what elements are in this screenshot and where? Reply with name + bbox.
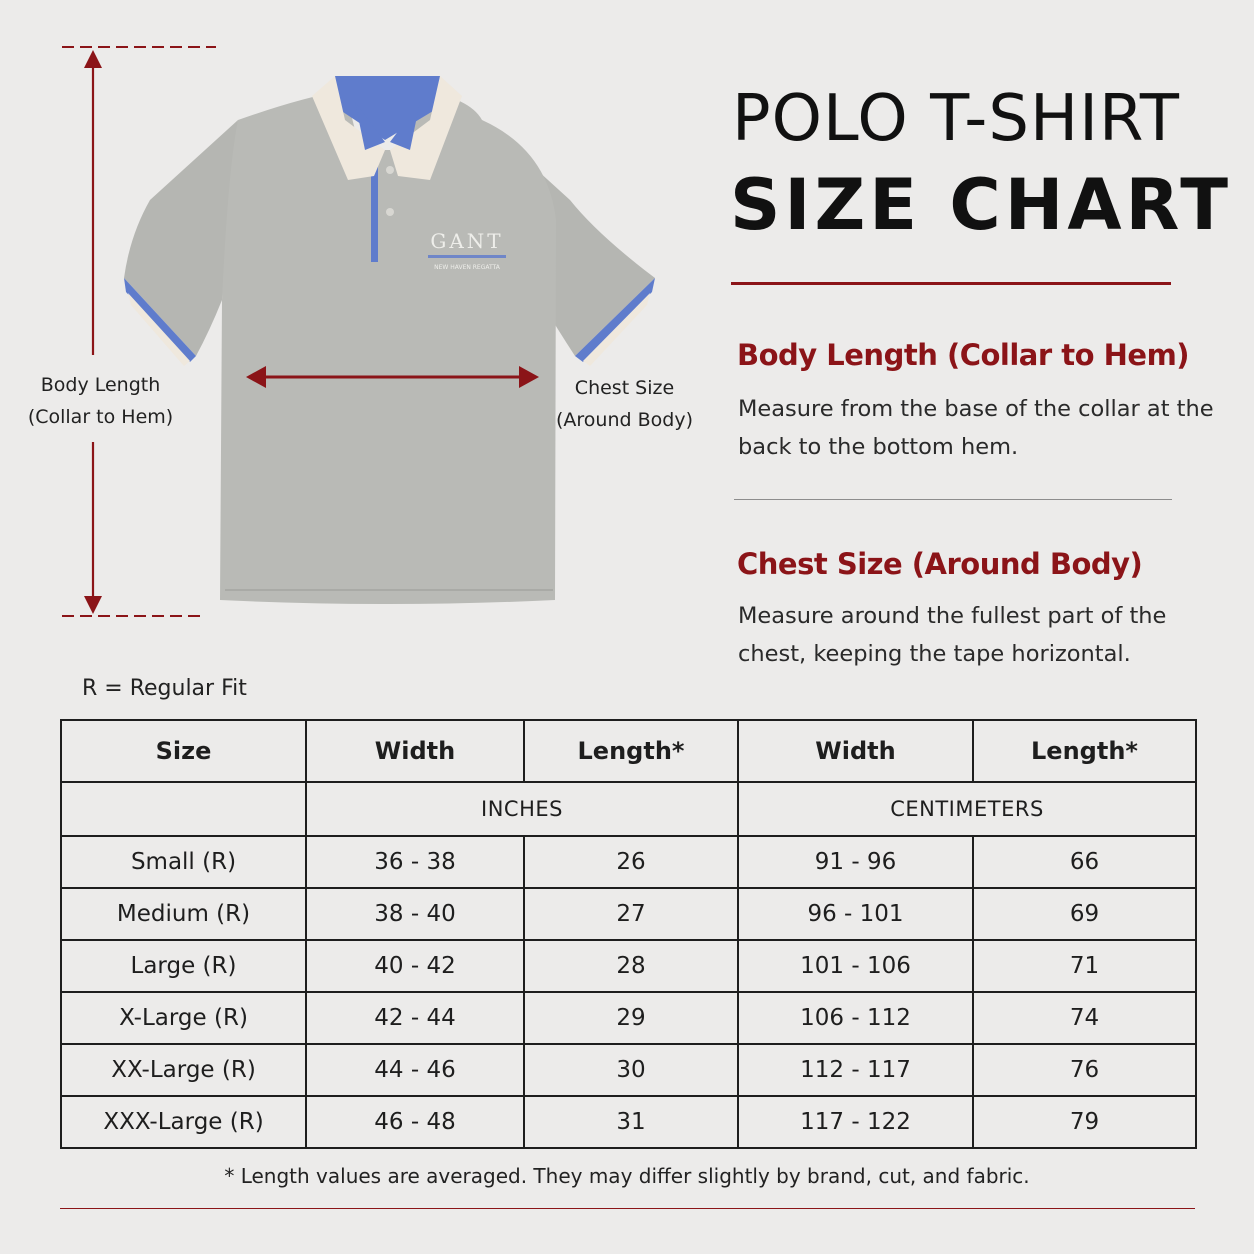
size-table bbox=[60, 719, 1197, 1149]
brand-logo: GANT bbox=[430, 229, 504, 253]
body-length-label: Body Length (Collar to Hem) bbox=[27, 374, 174, 428]
shirt-graphic bbox=[124, 76, 655, 604]
length-cm-cell: 69 bbox=[973, 888, 1196, 940]
table-row bbox=[61, 1096, 1196, 1148]
width-in-cell: 36 - 38 bbox=[306, 836, 524, 888]
width-in-cell: 40 - 42 bbox=[306, 940, 524, 992]
length-in-cell: 31 bbox=[524, 1096, 738, 1148]
width-in-cell: 42 - 44 bbox=[306, 992, 524, 1044]
length-cm-cell: 76 bbox=[973, 1044, 1196, 1096]
size-cell: XXX-Large (R) bbox=[61, 1096, 306, 1148]
width-cm-cell: 106 - 112 bbox=[738, 992, 973, 1044]
chest-size-label: Chest Size (Around Body) bbox=[556, 377, 693, 431]
section-heading-chest-size: Chest Size (Around Body) bbox=[737, 547, 1143, 581]
width-in-cell: 44 - 46 bbox=[306, 1044, 524, 1096]
brand-subline: NEW HAVEN REGATTA bbox=[434, 264, 500, 271]
section-heading-body-length: Body Length (Collar to Hem) bbox=[737, 338, 1190, 372]
length-cm-cell: 79 bbox=[973, 1096, 1196, 1148]
size-cell: Large (R) bbox=[61, 940, 306, 992]
arrow-down-icon bbox=[84, 596, 102, 614]
size-cell: Medium (R) bbox=[61, 888, 306, 940]
header-width-in: Width bbox=[306, 720, 524, 782]
width-cm-cell: 96 - 101 bbox=[738, 888, 973, 940]
width-in-cell: 46 - 48 bbox=[306, 1096, 524, 1148]
length-in-cell: 30 bbox=[524, 1044, 738, 1096]
length-cm-cell: 71 bbox=[973, 940, 1196, 992]
width-cm-cell: 112 - 117 bbox=[738, 1044, 973, 1096]
unit-centimeters: CENTIMETERS bbox=[738, 782, 1196, 836]
header-length-in: Length* bbox=[524, 720, 738, 782]
title-divider bbox=[731, 282, 1171, 285]
length-in-cell: 26 bbox=[524, 836, 738, 888]
width-in-cell: 38 - 40 bbox=[306, 888, 524, 940]
bottom-divider bbox=[60, 1208, 1195, 1209]
length-cm-cell: 74 bbox=[973, 992, 1196, 1044]
table-unit-row bbox=[61, 782, 1196, 836]
table-row bbox=[61, 1044, 1196, 1096]
polo-shirt-illustration bbox=[0, 0, 720, 680]
size-cell: XX-Large (R) bbox=[61, 1044, 306, 1096]
table-row bbox=[61, 836, 1196, 888]
header-size: Size bbox=[61, 720, 306, 782]
header-width-cm: Width bbox=[738, 720, 973, 782]
section-text-chest-size: Measure around the fullest part of the chest, keeping the tape horizontal. bbox=[738, 603, 1167, 667]
table-row bbox=[61, 992, 1196, 1044]
length-in-cell: 29 bbox=[524, 992, 738, 1044]
header-length-cm: Length* bbox=[973, 720, 1196, 782]
length-in-cell: 27 bbox=[524, 888, 738, 940]
width-cm-cell: 117 - 122 bbox=[738, 1096, 973, 1148]
width-cm-cell: 101 - 106 bbox=[738, 940, 973, 992]
length-in-cell: 28 bbox=[524, 940, 738, 992]
section-text-body-length: Measure from the base of the collar at the back to the bottom hem. bbox=[738, 396, 1214, 460]
table-row bbox=[61, 888, 1196, 940]
table-row bbox=[61, 940, 1196, 992]
length-cm-cell: 66 bbox=[973, 836, 1196, 888]
table-header-row bbox=[61, 720, 1196, 782]
arrow-up-icon bbox=[84, 50, 102, 68]
page-title-line2: SIZE CHART bbox=[730, 164, 1233, 246]
unit-empty-cell bbox=[61, 782, 306, 836]
page-title-line1: POLO T-SHIRT bbox=[732, 82, 1180, 156]
section-divider bbox=[734, 499, 1172, 500]
unit-inches: INCHES bbox=[306, 782, 738, 836]
width-cm-cell: 91 - 96 bbox=[738, 836, 973, 888]
fit-note: R = Regular Fit bbox=[82, 676, 247, 701]
footnote: * Length values are averaged. They may differ slightly by brand, cut, and fabric. bbox=[224, 1164, 1030, 1188]
size-cell: X-Large (R) bbox=[61, 992, 306, 1044]
size-cell: Small (R) bbox=[61, 836, 306, 888]
